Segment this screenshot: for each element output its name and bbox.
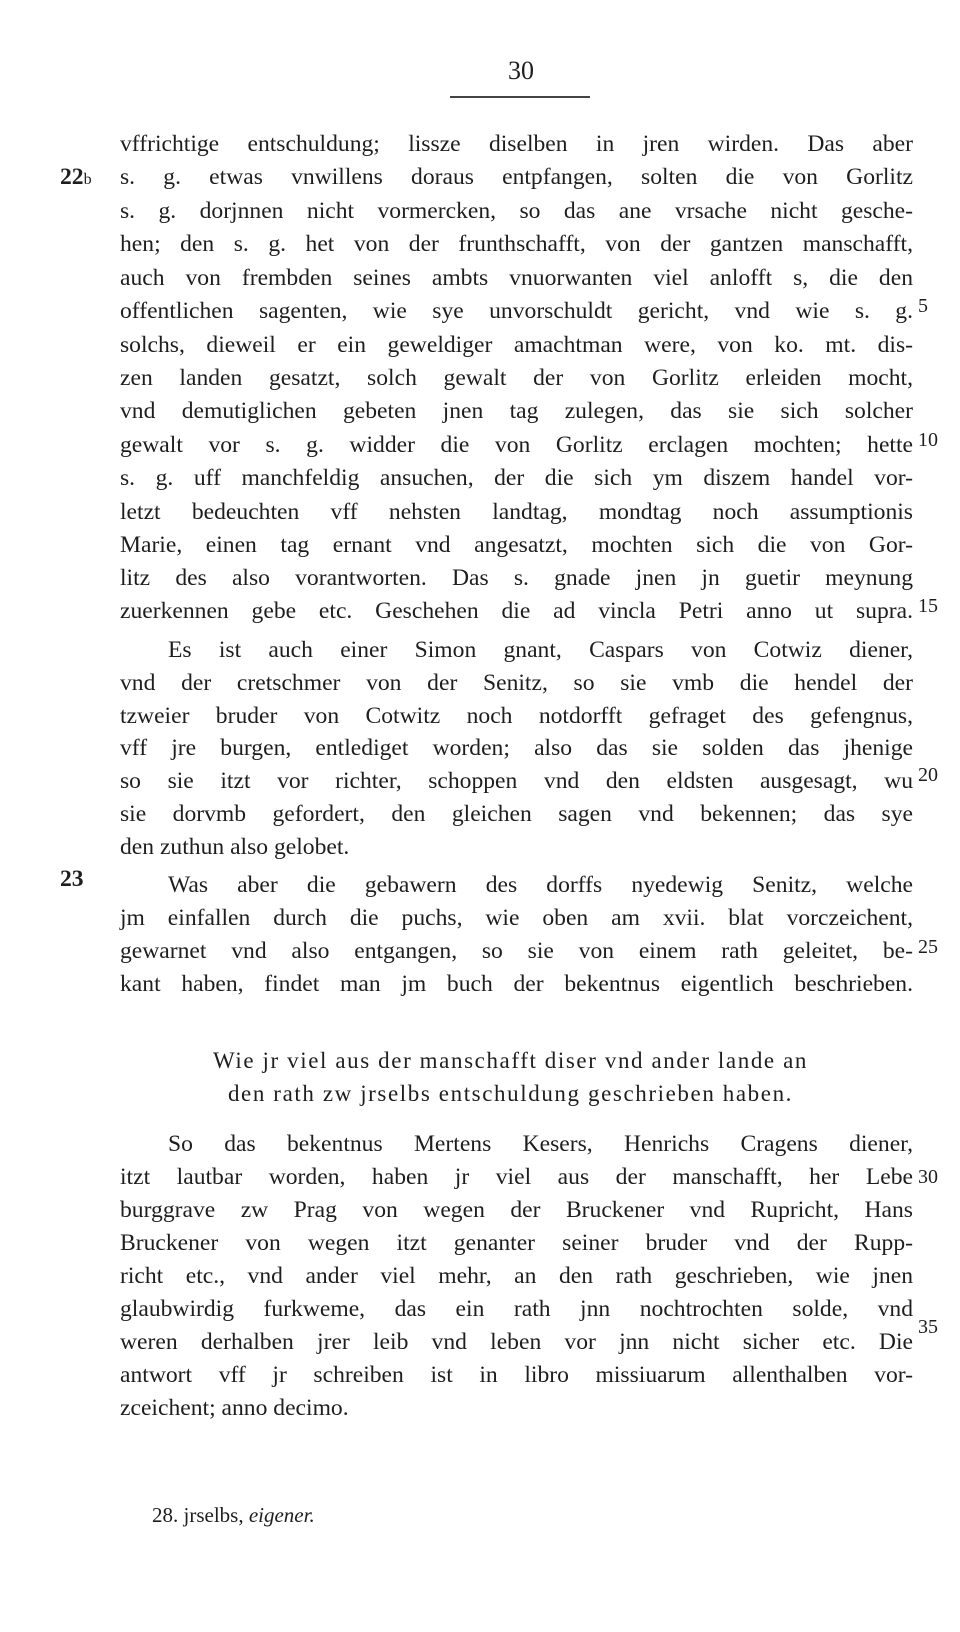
text-line: antwort vff jr schreiben ist in libro missiuarum allenthalben vor-	[120, 1362, 913, 1388]
text-line: vffrichtige entschuldung; lissze diselben in jren wirden. Das aber	[120, 131, 913, 157]
section-heading-line: den rath zw jrselbs entschuldung geschrieben haben.	[227, 1081, 794, 1106]
text-line: Es ist auch einer Simon gnant, Caspars von Cotwiz diener,	[168, 637, 913, 663]
text-line: letzt bedeuchten vff nehsten landtag, mondtag noch assumptionis	[120, 499, 913, 525]
text-line: s. g. uff manchfeldig ansuchen, der die sich ym diszem handel vor-	[120, 465, 913, 491]
text-line: zen landen gesatzt, solch gewalt der von Gorlitz erleiden mocht,	[120, 365, 913, 391]
page-number-rule	[450, 96, 590, 98]
text-line: zceichent; anno decimo.	[120, 1395, 349, 1421]
line-number-30: 30	[918, 1166, 938, 1188]
text-line: solchs, dieweil er ein geweldiger amachtman were, von ko. mt. dis-	[120, 332, 913, 358]
text-line: den zuthun also gelobet.	[120, 834, 350, 860]
text-line: Bruckener von wegen itzt genanter seiner bruder vnd der Rupp-	[120, 1230, 913, 1256]
text-line: litz des also vorantworten. Das s. gnade jnen jn guetir meynung	[120, 565, 913, 591]
margin-note-23: 23	[60, 866, 84, 892]
text-line: s. g. dorjnnen nicht vormercken, so das ane vrsache nicht gesche-	[120, 198, 913, 224]
text-line: auch von frembden seines ambts vnuorwanten viel anlofft s, die den	[120, 265, 913, 291]
text-line: gewarnet vnd also entgangen, so sie von einem rath geleitet, be-	[120, 938, 913, 964]
footnote	[152, 1500, 315, 1530]
margin-note-22b-number: 22	[60, 164, 84, 190]
text-line: So das bekentnus Mertens Kesers, Henrichs Cragens diener,	[168, 1131, 913, 1157]
line-number-5: 5	[918, 295, 928, 317]
section-heading-line: Wie jr viel aus der manschafft diser vnd ander lande an	[212, 1048, 808, 1073]
text-line: hen; den s. g. het von der frunthschafft, von der gantzen manschafft,	[120, 231, 913, 257]
text-line: jm einfallen durch die puchs, wie oben am xvii. blat vorczeichent,	[120, 905, 913, 931]
text-line: tzweier bruder von Cotwitz noch notdorfft gefraget des gefengnus,	[120, 703, 913, 729]
line-number-15: 15	[918, 595, 938, 617]
text-line: itzt lautbar worden, haben jr viel aus der manschafft, her Lebe	[120, 1164, 913, 1190]
text-line: vnd der cretschmer von der Senitz, so sie vmb die hendel der	[120, 670, 913, 696]
text-line: richt etc., vnd ander viel mehr, an den rath geschrieben, wie jnen	[120, 1263, 913, 1289]
line-number-10: 10	[918, 429, 938, 451]
text-line: burggrave zw Prag von wegen der Bruckener vnd Rupricht, Hans	[120, 1197, 913, 1223]
text-line: Was aber die gebawern des dorffs nyedewig Senitz, welche	[168, 872, 913, 898]
line-number-25: 25	[918, 936, 938, 958]
text-line: weren derhalben jrer leib vnd leben vor jnn nicht sicher etc. Die	[120, 1329, 913, 1355]
text-line: zuerkennen gebe etc. Geschehen die ad vincla Petri anno ut supra.	[120, 598, 913, 624]
line-number-20: 20	[918, 764, 938, 786]
text-line: offentlichen sagenten, wie sye unvorschuldt gericht, vnd wie s. g.	[120, 298, 913, 324]
footnote-text: eigener.	[248, 1503, 315, 1527]
text-line: sie dorvmb gefordert, den gleichen sagen vnd bekennen; das sye	[120, 801, 913, 827]
footnote-number: 28. jrselbs,	[152, 1503, 244, 1527]
text-line: so sie itzt vor richter, schoppen vnd den eldsten ausgesagt, wu	[120, 768, 913, 794]
text-line: Marie, einen tag ernant vnd angesatzt, mochten sich die von Gor-	[120, 532, 913, 558]
line-number-35: 35	[918, 1316, 938, 1338]
text-line: vnd demutiglichen gebeten jnen tag zulegen, das sie sich solcher	[120, 398, 913, 424]
text-line: gewalt vor s. g. widder die von Gorlitz erclagen mochten; hette	[120, 432, 913, 458]
margin-note-22b-sup: b	[83, 171, 92, 188]
text-line: s. g. etwas vnwillens doraus entpfangen, solten die von Gorlitz	[120, 164, 913, 190]
text-line: vff jre burgen, entlediget worden; also das sie solden das jhenige	[120, 735, 913, 761]
margin-note-22b	[60, 160, 110, 197]
text-line: kant haben, findet man jm buch der bekentnus eigentlich beschrieben.	[120, 971, 913, 997]
page-number: 30	[508, 56, 534, 85]
text-line: glaubwirdig furkweme, das ein rath jnn nochtrochten solde, vnd	[120, 1296, 913, 1322]
